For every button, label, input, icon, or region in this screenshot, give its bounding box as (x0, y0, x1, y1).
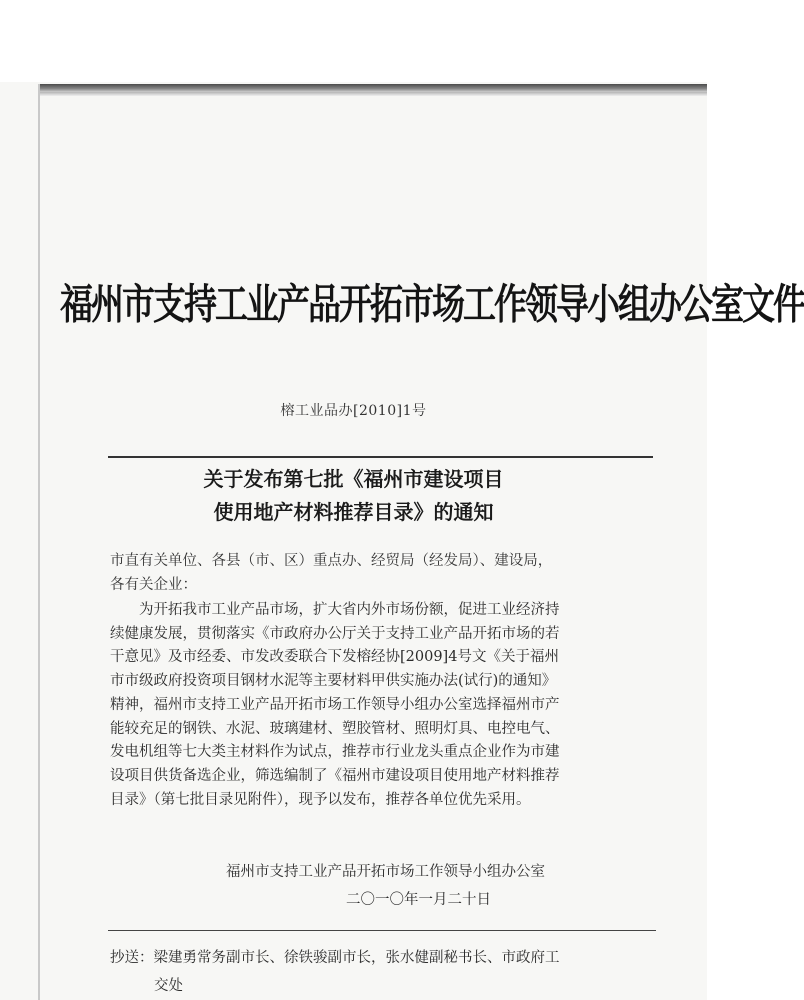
cc-line-1: 抄送：梁建勇常务副市长、徐铁骏副市长，张水健副秘书长、市政府工 (110, 950, 560, 966)
body-line: 能较充足的钢铁、水泥、玻璃建材、塑胶管材、照明灯具、电控电气、 (110, 720, 560, 737)
recipients-line-1: 市直有关单位、各县（市、区）重点办、经贸局（经发局）、建设局， (110, 553, 553, 569)
scan-edge-fade (40, 92, 707, 96)
cc-divider (108, 930, 656, 931)
recipients-line-2: 各有关企业： (110, 577, 197, 593)
recipients (110, 549, 670, 597)
body-line: 为开拓我市工业产品市场，扩大省内外市场份额，促进工业经济持 (139, 602, 560, 618)
signature-date: 二〇一〇年一月二十日 (346, 892, 491, 908)
scan-margin (0, 0, 707, 82)
notice-title-line-2: 使用地产材料推荐目录》的通知 (213, 500, 494, 524)
body-line: 市市级政府投资项目钢材水泥等主要材料甲供实施办法(试行)的通知》 (110, 673, 557, 690)
scan-edge-shadow (40, 84, 707, 92)
notice-title (0, 463, 707, 529)
notice-title-line-1: 关于发布第七批《福州市建设项目 (203, 467, 504, 491)
body-line: 干意见》及市经委、市发改委联合下发榕经协[2009]4号文《关于福州 (110, 649, 559, 666)
document-number: 榕工业品办[2010]1号 (280, 403, 427, 419)
cc-section (110, 944, 670, 1000)
notice-body (110, 599, 670, 812)
body-line: 目录》（第七批目录见附件），现予以发布，推荐各单位优先采用。 (110, 791, 531, 808)
body-line: 设项目供货备选企业，筛选编制了《福州市建设项目使用地产材料推荐 (110, 767, 560, 784)
body-line: 发电机组等七大类主材料作为试点，推荐市行业龙头重点企业作为市建 (110, 744, 560, 761)
cc-line-2: 交处 (154, 978, 183, 994)
body-line: 续健康发展，贯彻落实《市政府办公厅关于支持工业产品开拓市场的若 (110, 625, 560, 642)
scan-left-edge (38, 84, 40, 1000)
document-header: 福州市支持工业产品开拓市场工作领导小组办公室文件 (60, 279, 804, 329)
signature-organization: 福州市支持工业产品开拓市场工作领导小组办公室 (226, 864, 545, 880)
header-divider (108, 456, 653, 458)
body-line: 精神，福州市支持工业产品开拓市场工作领导小组办公室选择福州市产 (110, 696, 560, 713)
